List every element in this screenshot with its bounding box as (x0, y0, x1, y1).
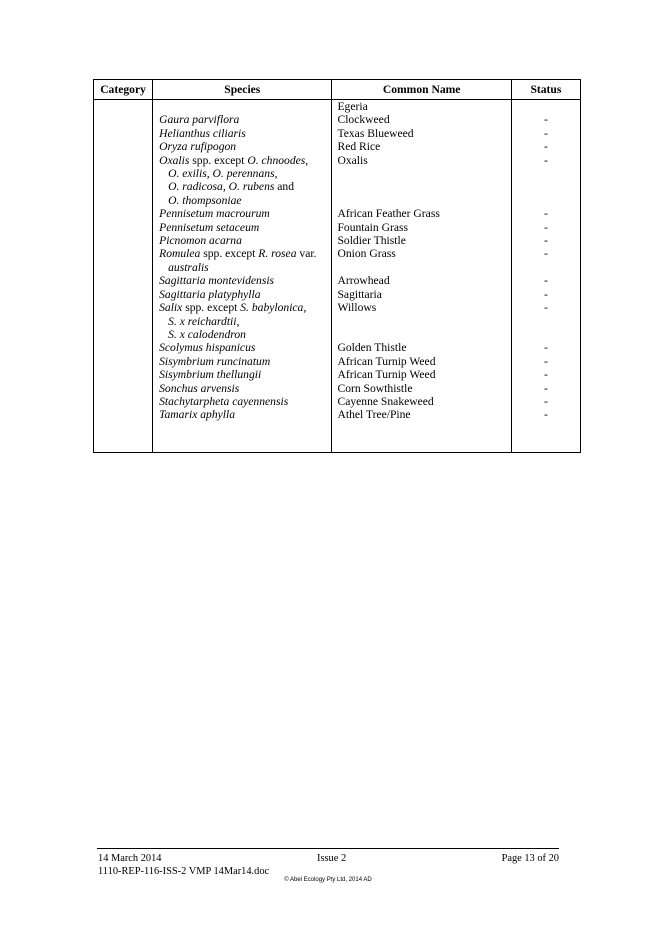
species-line (159, 127, 331, 140)
species-text: var. (296, 247, 317, 261)
footer-divider (97, 848, 559, 849)
category-cell (94, 100, 153, 114)
species-line (159, 221, 331, 234)
species-text: spp. except (182, 301, 241, 315)
status-cell: - (511, 395, 580, 408)
species-text: Pennisetum setaceum (159, 220, 260, 234)
species-line (159, 154, 331, 167)
spacer-cell (94, 422, 153, 453)
species-table (93, 79, 581, 453)
status-cell: - (511, 288, 580, 301)
category-cell (94, 395, 153, 408)
status-cell: - (511, 140, 580, 153)
species-line (159, 315, 331, 328)
category-cell (94, 207, 153, 220)
status-cell: - (511, 341, 580, 354)
header-species: Species (153, 80, 332, 100)
species-text: S. x reichardtii, (168, 314, 240, 328)
species-cell (153, 127, 332, 140)
category-cell (94, 301, 153, 341)
species-text: O. radicosa, O. rubens (168, 180, 275, 194)
species-line (159, 395, 331, 408)
status-cell: - (511, 221, 580, 234)
common-name-cell: Soldier Thistle (332, 234, 511, 247)
table-row (94, 113, 581, 126)
category-cell (94, 154, 153, 208)
species-cell (153, 341, 332, 354)
status-cell: - (511, 207, 580, 220)
species-text: Picnomon acarna (159, 234, 242, 248)
species-line (159, 180, 331, 193)
status-cell: - (511, 408, 580, 421)
common-name-cell: Willows (332, 301, 511, 341)
species-cell (153, 221, 332, 234)
status-cell: - (511, 301, 580, 341)
common-name-cell: Arrowhead (332, 274, 511, 287)
table-row (94, 382, 581, 395)
species-text: spp. except (200, 247, 259, 261)
table-row (94, 341, 581, 354)
species-line (159, 113, 331, 126)
table-row (94, 301, 581, 341)
category-cell (94, 127, 153, 140)
common-name-cell: Oxalis (332, 154, 511, 208)
species-line (159, 140, 331, 153)
table-row (94, 154, 581, 208)
species-line (159, 288, 331, 301)
common-name-cell: African Turnip Weed (332, 368, 511, 381)
species-text: and (274, 180, 295, 194)
species-cell (153, 355, 332, 368)
table-row (94, 408, 581, 421)
species-text: S. x calodendron (168, 327, 246, 341)
table-row (94, 234, 581, 247)
spacer-cell (332, 422, 511, 453)
category-cell (94, 288, 153, 301)
status-cell (511, 100, 580, 114)
species-line (159, 341, 331, 354)
common-name-cell: Fountain Grass (332, 221, 511, 234)
category-cell (94, 140, 153, 153)
table-row (94, 247, 581, 274)
category-cell (94, 355, 153, 368)
table-header-row (94, 80, 581, 100)
status-cell: - (511, 368, 580, 381)
species-cell (153, 408, 332, 421)
species-text: Pennisetum macrourum (159, 207, 270, 221)
species-line (159, 382, 331, 395)
species-cell (153, 274, 332, 287)
species-cell (153, 140, 332, 153)
species-line (159, 301, 331, 314)
species-text: R. rosea (258, 247, 297, 261)
status-cell: - (511, 127, 580, 140)
status-cell: - (511, 154, 580, 208)
footer-document-reference: 1110-REP-116-ISS-2 VMP 14Mar14.doc (98, 866, 270, 877)
common-name-cell: Athel Tree/Pine (332, 408, 511, 421)
table-row (94, 140, 581, 153)
common-name-cell: Corn Sowthistle (332, 382, 511, 395)
header-common-name: Common Name (332, 80, 511, 100)
table-row (94, 395, 581, 408)
species-cell (153, 113, 332, 126)
table-row (94, 368, 581, 381)
table-body (94, 100, 581, 453)
species-text: Sonchus arvensis (159, 381, 240, 395)
common-name-cell: Sagittaria (332, 288, 511, 301)
footer-page-number: Page 13 of 20 (501, 853, 559, 864)
category-cell (94, 408, 153, 421)
species-line (159, 355, 331, 368)
species-text: Romulea (159, 247, 201, 261)
species-text: Stachytarpheta cayennensis (159, 394, 289, 408)
species-text: Scolymus hispanicus (159, 341, 256, 355)
header-category: Category (94, 80, 153, 100)
spacer-cell (511, 422, 580, 453)
category-cell (94, 221, 153, 234)
species-text: Sagittaria platyphylla (159, 287, 261, 301)
species-line (159, 194, 331, 207)
species-cell (153, 154, 332, 208)
footer-copyright: © Abel Ecology Pty Ltd, 2014 AD (284, 877, 372, 883)
status-cell: - (511, 274, 580, 287)
status-cell: - (511, 355, 580, 368)
species-cell (153, 100, 332, 114)
species-cell (153, 368, 332, 381)
species-text: Sisymbrium thellungii (159, 368, 262, 382)
species-cell (153, 301, 332, 341)
status-cell: - (511, 247, 580, 274)
category-cell (94, 274, 153, 287)
category-cell (94, 382, 153, 395)
species-line (159, 261, 331, 274)
spacer-cell (153, 422, 332, 453)
species-text: S. babylonica, (240, 301, 307, 315)
species-text: Tamarix aphylla (159, 408, 236, 422)
common-name-cell: Golden Thistle (332, 341, 511, 354)
footer-date: 14 March 2014 (98, 853, 162, 864)
species-cell (153, 395, 332, 408)
category-cell (94, 247, 153, 274)
species-text: O. thompsoniae (168, 193, 242, 207)
table-row (94, 127, 581, 140)
category-cell (94, 368, 153, 381)
category-cell (94, 113, 153, 126)
common-name-cell: Cayenne Snakeweed (332, 395, 511, 408)
species-text: Sisymbrium runcinatum (159, 354, 271, 368)
species-text: Oxalis (159, 153, 190, 167)
status-cell: - (511, 382, 580, 395)
species-text: Sagittaria montevidensis (159, 274, 275, 288)
common-name-cell: Red Rice (332, 140, 511, 153)
common-name-cell: Egeria (332, 100, 511, 114)
species-text: Gaura parviflora (159, 113, 240, 127)
species-text: Salix (159, 301, 183, 315)
table-row-spacer (94, 422, 581, 453)
table-row (94, 100, 581, 114)
species-cell (153, 288, 332, 301)
species-text: spp. except (189, 153, 248, 167)
header-status: Status (511, 80, 580, 100)
table-row (94, 221, 581, 234)
category-cell (94, 234, 153, 247)
species-cell (153, 247, 332, 274)
species-line (159, 274, 331, 287)
common-name-cell: African Turnip Weed (332, 355, 511, 368)
species-line (159, 167, 331, 180)
footer-issue: Issue 2 (317, 853, 347, 864)
category-cell (94, 341, 153, 354)
common-name-cell: Texas Blueweed (332, 127, 511, 140)
species-line (159, 408, 331, 421)
common-name-cell: Onion Grass (332, 247, 511, 274)
species-text: O. exilis, O. perennans, (168, 167, 278, 181)
species-line (159, 207, 331, 220)
species-line (159, 328, 331, 341)
species-text: australis (168, 260, 209, 274)
species-cell (153, 207, 332, 220)
species-text: Oryza rufipogon (159, 140, 237, 154)
status-cell: - (511, 113, 580, 126)
species-text: O. chnoodes, (247, 153, 309, 167)
table-row (94, 207, 581, 220)
common-name-cell: African Feather Grass (332, 207, 511, 220)
species-text: Helianthus ciliaris (159, 126, 246, 140)
species-line (159, 234, 331, 247)
common-name-cell: Clockweed (332, 113, 511, 126)
species-cell (153, 382, 332, 395)
species-line (159, 368, 331, 381)
species-line (159, 247, 331, 260)
species-cell (153, 234, 332, 247)
status-cell: - (511, 234, 580, 247)
table-row (94, 355, 581, 368)
table-row (94, 288, 581, 301)
table-row (94, 274, 581, 287)
